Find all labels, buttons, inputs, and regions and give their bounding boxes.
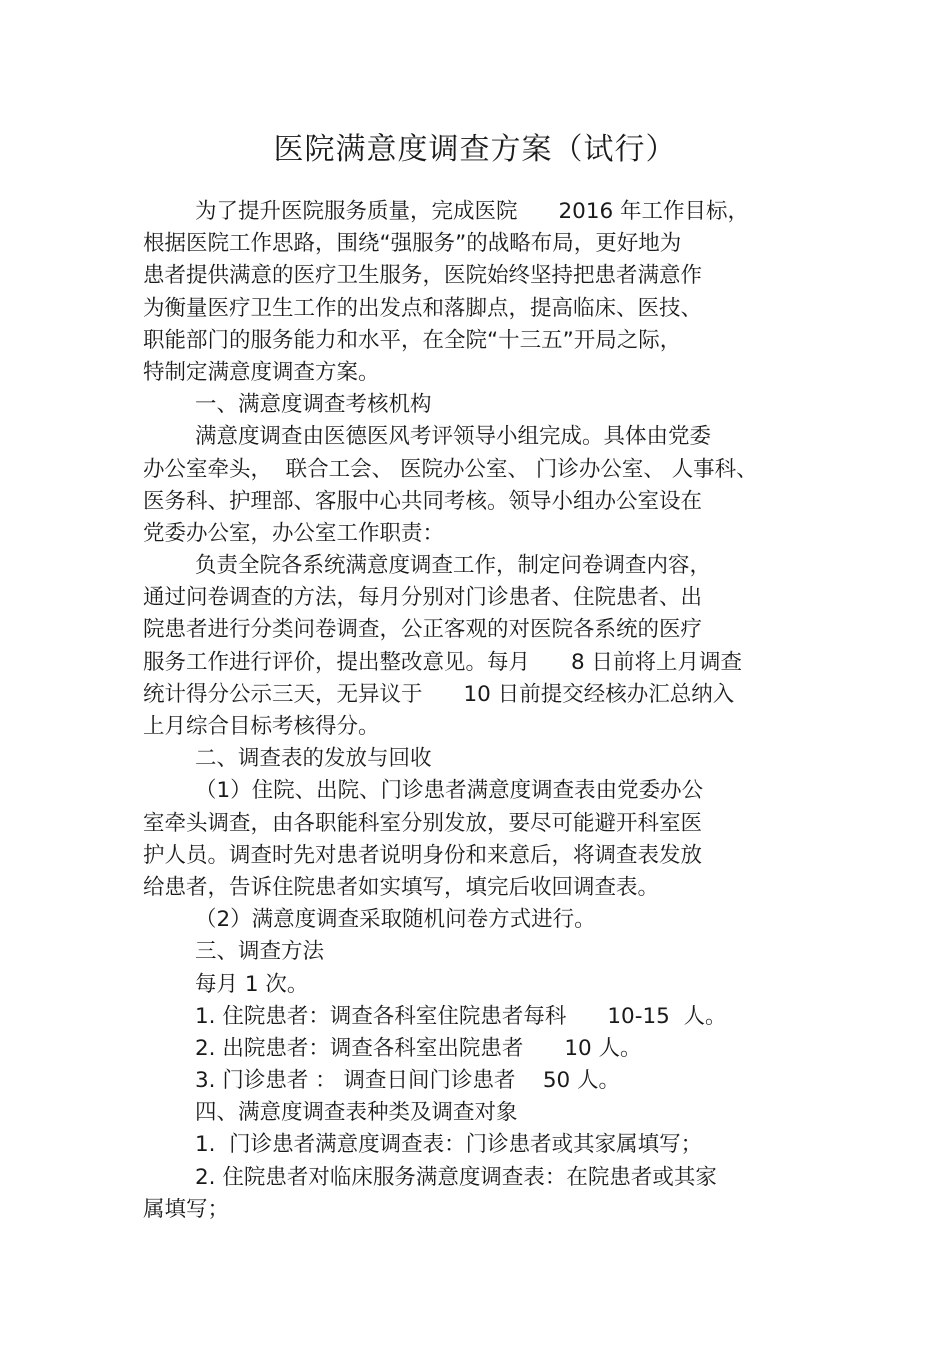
text-line: 医务科、护理部、客服中心共同考核。领导小组办公室设在 [143, 488, 703, 514]
text-line: （1）住院、出院、门诊患者满意度调查表由党委办公 [195, 778, 704, 804]
text-line: 服务工作进行评价，提出整改意见。每月 8 日前将上月调查 [143, 649, 743, 675]
text-line: 属填写； [143, 1196, 230, 1222]
text-line: 四、满意度调查表种类及调查对象 [195, 1100, 518, 1126]
document-title: 医院满意度调查方案（试行） [273, 132, 677, 167]
text-line: 特制定满意度调查方案。 [143, 359, 380, 385]
document-body [143, 196, 823, 1226]
text-line: 护人员。调查时先对患者说明身份和来意后，将调查表发放 [143, 842, 703, 868]
text-line: 患者提供满意的医疗卫生服务，医院始终坚持把患者满意作 [143, 263, 703, 289]
text-line: 为了提升医院服务质量，完成医院 2016 年工作目标， [195, 199, 750, 224]
text-line: 1. 住院患者：调查各科室住院患者每科 10-15 人。 [195, 1003, 727, 1029]
text-line: 2. 住院患者对临床服务满意度调查表：在院患者或其家 [195, 1164, 717, 1190]
text-line: 给患者，告诉住院患者如实填写，填完后收回调查表。 [143, 874, 660, 900]
text-line: 满意度调查由医德医风考评领导小组完成。具体由党委 [195, 424, 712, 450]
text-line: 三、调查方法 [195, 939, 325, 965]
text-line: 上月综合目标考核得分。 [143, 714, 380, 739]
text-line: 党委办公室，办公室工作职责： [143, 520, 445, 546]
text-line: 负责全院各系统满意度调查工作，制定问卷调查内容， [195, 553, 712, 579]
text-line: 二、调查表的发放与回收 [195, 746, 432, 772]
text-line: （2）满意度调查采取随机问卷方式进行。 [195, 907, 596, 933]
text-line: 通过问卷调查的方法，每月分别对门诊患者、住院患者、出 [143, 585, 703, 611]
text-line: 根据医院工作思路，围绕“强服务”的战略布局，更好地为 [143, 231, 682, 257]
text-line: 每月 1 次。 [195, 971, 309, 997]
text-line: 为衡量医疗卫生工作的出发点和落脚点，提高临床、医技、 [143, 295, 703, 321]
text-line: 院患者进行分类问卷调查，公正客观的对医院各系统的医疗 [143, 617, 703, 643]
text-line: 一、满意度调查考核机构 [195, 392, 432, 418]
text-line: 办公室牵头， 联合工会、 医院办公室、 门诊办公室、 人事科、 [143, 456, 758, 482]
text-line: 职能部门的服务能力和水平，在全院“十三五”开局之际， [143, 327, 682, 353]
text-line: 1. 门诊患者满意度调查表：门诊患者或其家属填写； [195, 1132, 703, 1158]
text-line: 3. 门诊患者 ： 调查日间门诊患者 50 人。 [195, 1068, 621, 1094]
text-line: 统计得分公示三天，无异议于 10 日前提交经核办汇总纳入 [143, 681, 735, 707]
text-line: 室牵头调查，由各职能科室分别发放，要尽可能避开科室医 [143, 810, 703, 836]
text-line: 2. 出院患者：调查各科室出院患者 10 人。 [195, 1035, 642, 1061]
